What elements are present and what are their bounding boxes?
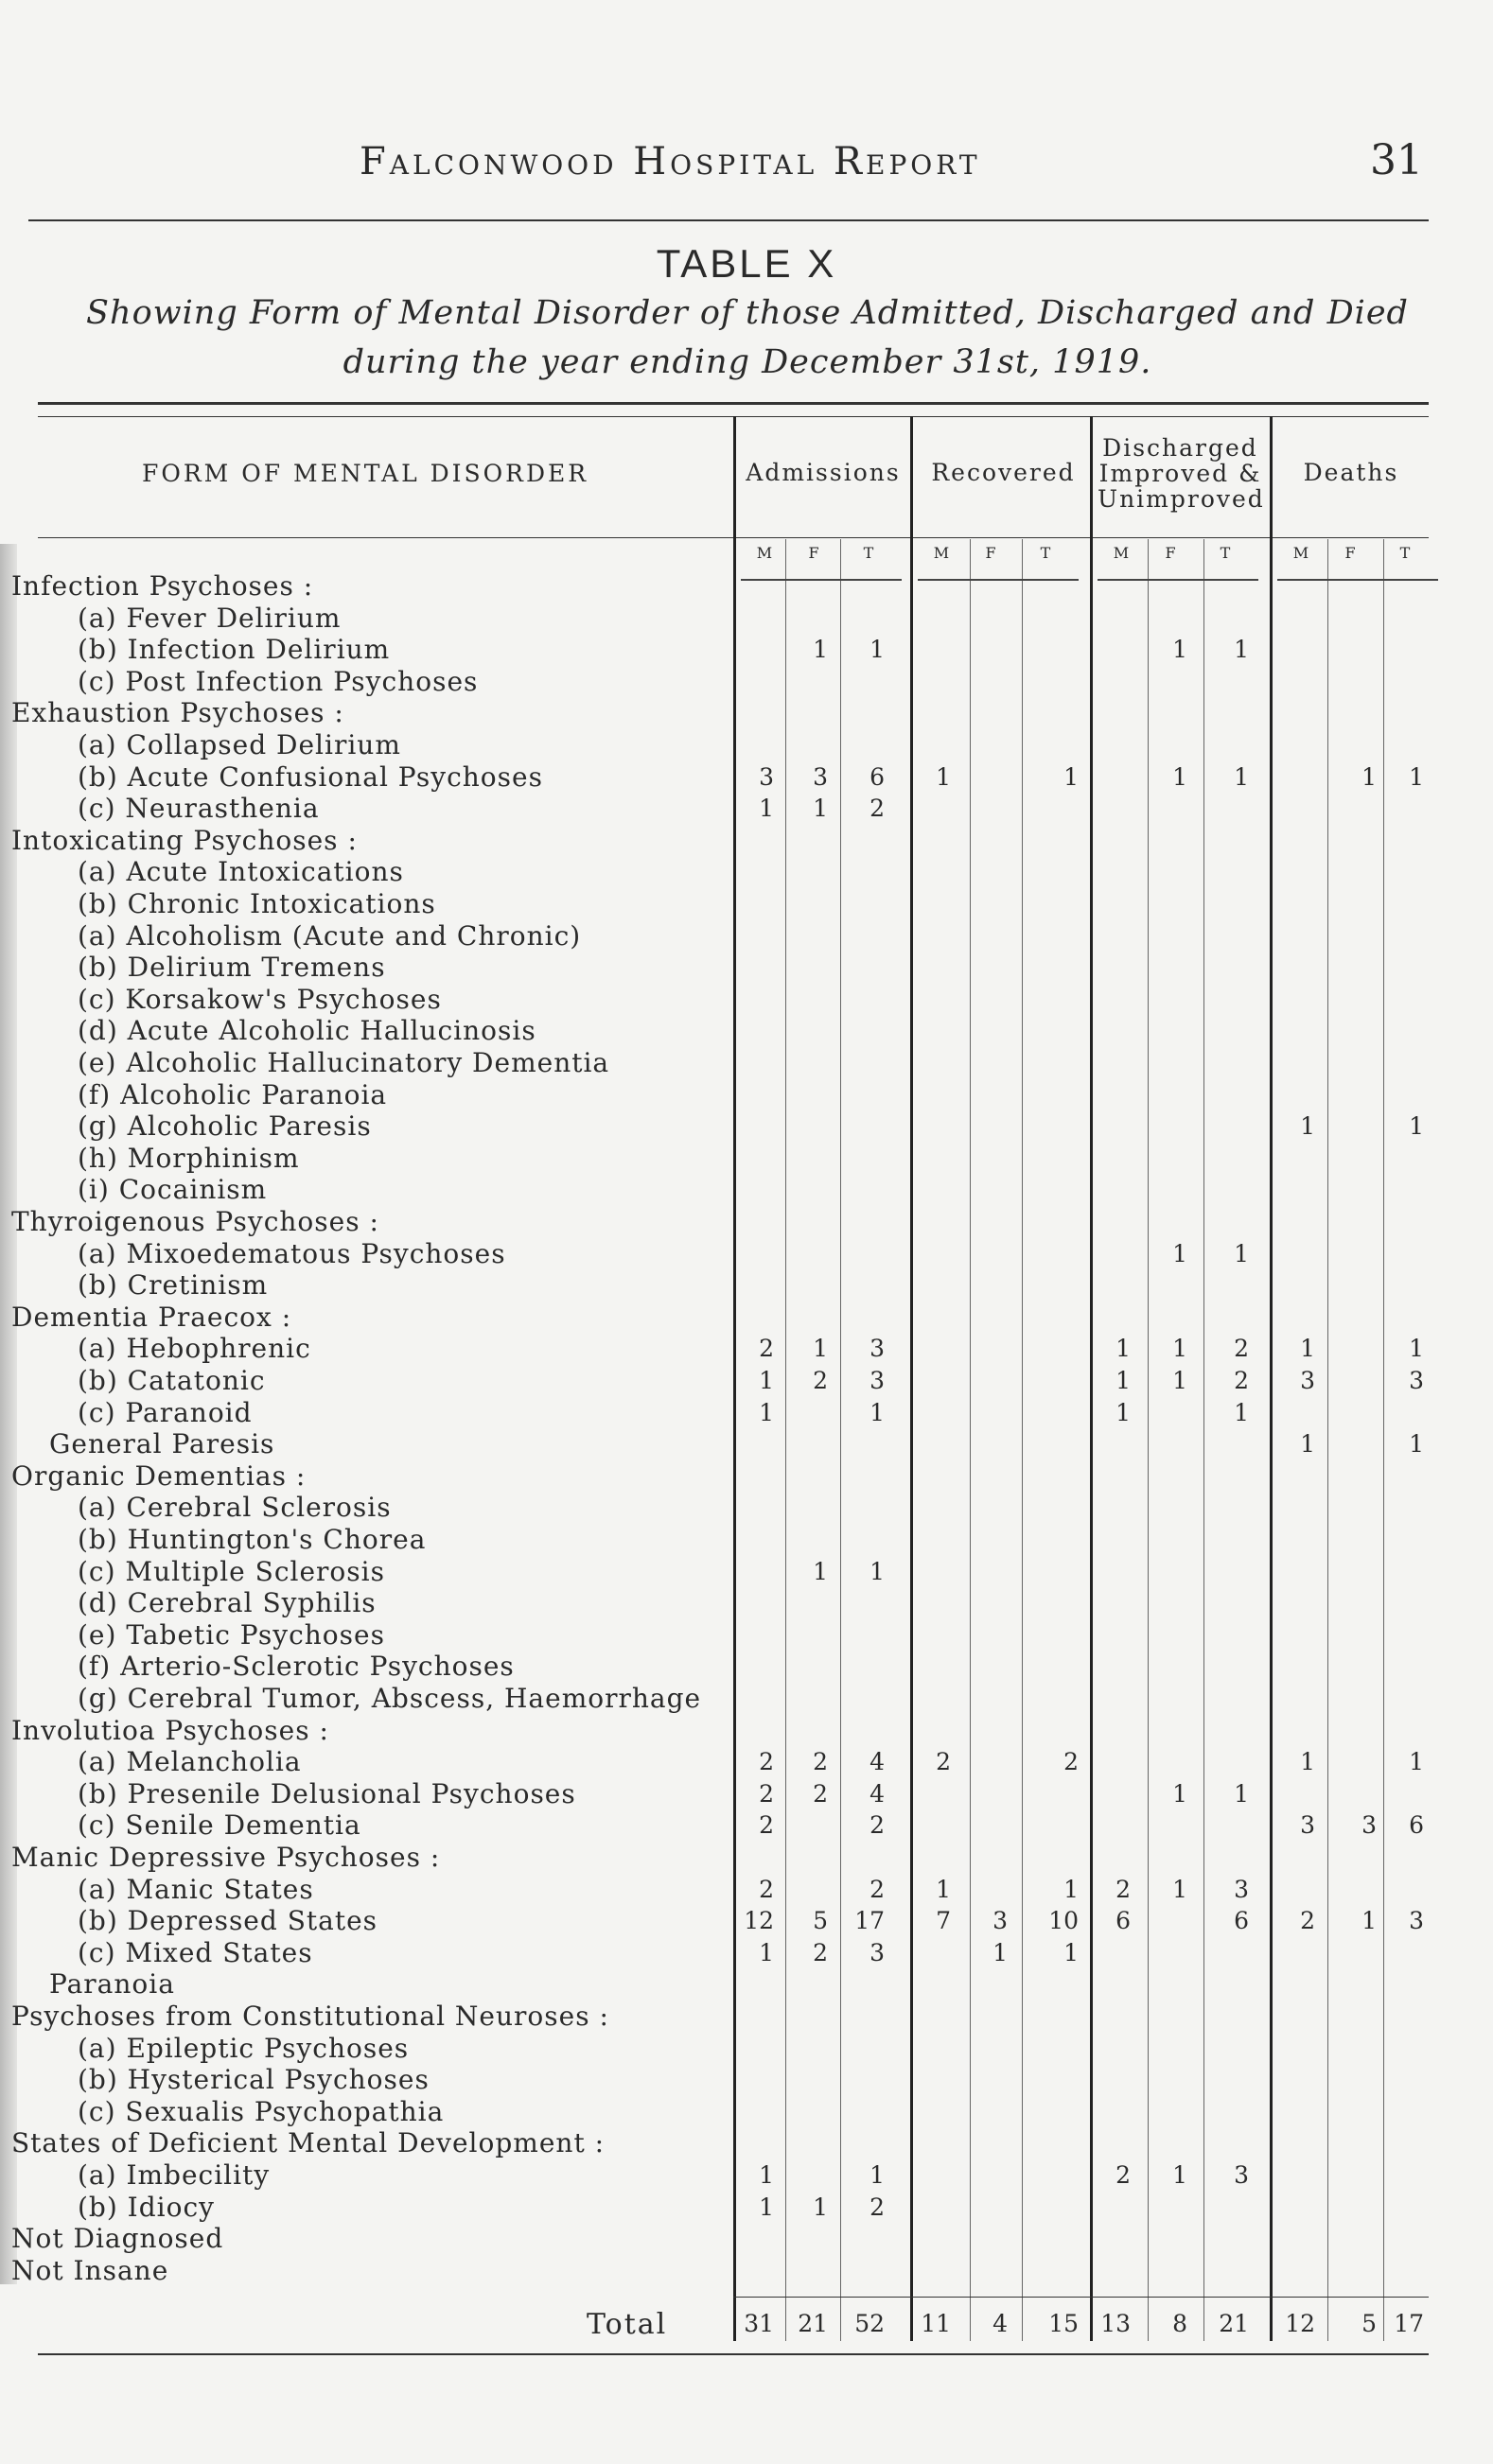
table-cell: 1 (1409, 1335, 1424, 1363)
row-label: Intoxicating Psychoses : (11, 824, 358, 856)
sub-header-dash (1277, 579, 1438, 581)
table-cell: 1 (936, 1875, 951, 1903)
table-cell: 1 (1115, 1335, 1131, 1363)
table-cell: 4 (869, 1748, 885, 1776)
table-cell: 3 (1300, 1367, 1315, 1394)
row-label: (d) Acute Alcoholic Hallucinosis (78, 1015, 536, 1047)
sub-header-t: T (1040, 544, 1051, 562)
row-label: (i) Cocainism (78, 1174, 268, 1206)
table-cell: 4 (869, 1779, 885, 1808)
table-cell: 1 (759, 1367, 774, 1394)
table-cell: 1 (759, 2161, 774, 2189)
table-cell: 1 (813, 636, 828, 664)
deaths-left-rule (1270, 416, 1273, 2341)
row-label: (e) Alcoholic Hallucinatory Dementia (78, 1047, 610, 1078)
table-cell: 2 (813, 1748, 828, 1776)
table-cell: 10 (1048, 1907, 1079, 1935)
table-cell: 2 (1234, 1335, 1249, 1363)
recovered-left-rule (910, 416, 913, 2341)
table-cell: 7 (936, 1907, 951, 1935)
sub-header-dash (741, 579, 902, 581)
sub-column-rule (840, 539, 841, 2341)
sub-header-t: T (1399, 544, 1411, 562)
row-label: (a) Manic States (78, 1873, 314, 1905)
table-cell: 2 (1063, 1748, 1079, 1776)
subtitle-line-2: during the year ending December 31st, 1919. (343, 343, 1152, 381)
table-cell: 6 (1234, 1907, 1249, 1935)
row-label: (b) Infection Delirium (78, 634, 391, 666)
row-label: (c) Senile Dementia (78, 1809, 361, 1842)
row-label: (b) Idiocy (78, 2191, 215, 2223)
table-cell: 2 (813, 1938, 828, 1966)
sub-column-rule (1327, 539, 1328, 2341)
table-cell: 1 (1115, 1398, 1131, 1426)
row-label: Not Insane (11, 2254, 169, 2286)
table-cell: 1 (813, 2193, 828, 2221)
sub-column-rule (785, 539, 786, 2341)
table-cell: 2 (869, 1875, 885, 1903)
table-cell: 1 (1409, 1748, 1424, 1776)
table-cell: 1 (1172, 1779, 1187, 1808)
table-cell: 2 (759, 1875, 774, 1903)
table-cell: 1 (1300, 1430, 1315, 1459)
table-cell: 3 (813, 762, 828, 791)
total-cell: 4 (992, 2310, 1008, 2337)
table-cell: 1 (1172, 1239, 1187, 1267)
sub-header-m: M (756, 544, 773, 562)
row-label: Thyroigenous Psychoses : (11, 1206, 379, 1237)
sub-header-t: T (1220, 544, 1231, 562)
table-cell: 1 (1063, 762, 1079, 791)
admissions-header: Admissions (746, 459, 901, 486)
table-cell: 1 (1172, 1875, 1187, 1903)
table-cell: 1 (1409, 1430, 1424, 1459)
sub-column-rule (1383, 539, 1384, 2341)
sub-column-rule (970, 539, 971, 2341)
table-cell: 5 (813, 1907, 828, 1935)
sub-column-rule (1022, 539, 1023, 2341)
table-cell: 1 (1234, 1398, 1249, 1426)
table-cell: 2 (936, 1748, 951, 1776)
total-label: Total (587, 2308, 668, 2341)
row-label: (b) Delirium Tremens (78, 952, 386, 984)
row-label: States of Deficient Mental Development : (11, 2127, 606, 2159)
total-cell: 8 (1172, 2310, 1187, 2337)
table-cell: 1 (936, 762, 951, 791)
table-cell: 1 (869, 1398, 885, 1426)
table-cell: 3 (1300, 1811, 1315, 1840)
total-cell: 21 (1219, 2310, 1249, 2337)
row-label: (c) Neurasthenia (78, 793, 320, 825)
recovered-header: Recovered (931, 459, 1076, 486)
total-cell: 12 (1285, 2310, 1315, 2337)
row-label: (b) Huntington's Chorea (78, 1524, 427, 1555)
row-label: (a) Imbecility (78, 2159, 271, 2191)
sub-header-dash (1098, 579, 1258, 581)
row-label: (a) Cerebral Sclerosis (78, 1492, 392, 1524)
table-cell: 3 (869, 1367, 885, 1394)
sub-column-rule (1203, 539, 1204, 2341)
sub-column-rule (1148, 539, 1149, 2341)
table-cell: 1 (1063, 1938, 1079, 1966)
sub-header-m: M (933, 544, 950, 562)
discharged-header: Discharged Improved & Unimproved (1098, 434, 1265, 513)
table-cell: 1 (1234, 762, 1249, 791)
table-cell: 17 (854, 1907, 885, 1935)
table-cell: 3 (992, 1907, 1008, 1935)
table-cell: 1 (759, 1938, 774, 1966)
page-number: 31 (1370, 136, 1423, 184)
row-label: (g) Alcoholic Paresis (78, 1110, 372, 1143)
row-label: (a) Melancholia (78, 1746, 302, 1778)
table-cell: 1 (813, 1335, 828, 1363)
form-column-header: FORM OF MENTAL DISORDER (142, 460, 589, 487)
table-cell: 2 (1115, 1875, 1131, 1903)
table-cell: 1 (1234, 636, 1249, 664)
row-label: (c) Korsakow's Psychoses (78, 983, 442, 1015)
total-cell: 52 (854, 2310, 885, 2337)
table-cell: 6 (1115, 1907, 1131, 1935)
table-cell: 1 (869, 636, 885, 664)
row-label: (b) Depressed States (78, 1905, 378, 1937)
table-cell: 1 (1300, 1335, 1315, 1363)
table-cell: 2 (759, 1335, 774, 1363)
table-cell: 3 (1234, 2161, 1249, 2189)
table-cell: 2 (1115, 2161, 1131, 2189)
table-cell: 1 (1409, 1112, 1424, 1141)
table-cell: 1 (759, 2193, 774, 2221)
table-cell: 1 (1172, 2161, 1187, 2189)
table-cell: 3 (759, 762, 774, 791)
table-cell: 1 (869, 1557, 885, 1585)
total-cell: 17 (1394, 2310, 1424, 2337)
table-cell: 1 (813, 795, 828, 823)
table-cell: 1 (1300, 1748, 1315, 1776)
table-cell: 1 (992, 1938, 1008, 1966)
sub-header-t: T (863, 544, 874, 562)
table-cell: 1 (759, 1398, 774, 1426)
table-cell: 2 (869, 795, 885, 823)
row-label: Psychoses from Constitutional Neuroses : (11, 2001, 609, 2032)
row-label: (a) Acute Intoxications (78, 856, 404, 888)
table-cell: 1 (1361, 762, 1377, 791)
table-cell: 3 (1234, 1875, 1249, 1903)
sub-header-m: M (1113, 544, 1130, 562)
table-cell: 1 (1172, 762, 1187, 791)
sub-header-f: F (1344, 544, 1356, 562)
sub-header-f: F (808, 544, 819, 562)
table-cell: 3 (1361, 1811, 1377, 1840)
table-cell: 1 (813, 1557, 828, 1585)
table-cell: 2 (1234, 1367, 1249, 1394)
row-label: (a) Hebophrenic (78, 1333, 311, 1365)
row-label: (a) Collapsed Delirium (78, 729, 401, 760)
row-label: (b) Presenile Delusional Psychoses (78, 1777, 576, 1809)
row-label: (a) Epileptic Psychoses (78, 2032, 410, 2064)
table-cell: 1 (1115, 1367, 1131, 1394)
row-label: Exhaustion Psychoses : (11, 697, 344, 729)
row-label: General Paresis (49, 1428, 275, 1460)
table-cell: 2 (813, 1779, 828, 1808)
table-cell: 3 (1409, 1907, 1424, 1935)
total-cell: 11 (921, 2310, 951, 2337)
table-cell: 1 (1409, 762, 1424, 791)
table-cell: 3 (869, 1335, 885, 1363)
row-label: (b) Hysterical Psychoses (78, 2064, 430, 2096)
table-cell: 2 (759, 1779, 774, 1808)
row-label: Dementia Praecox : (11, 1301, 292, 1333)
table-cell: 2 (759, 1748, 774, 1776)
sub-header-dash (918, 579, 1079, 581)
table-cell: 1 (759, 795, 774, 823)
deaths-header: Deaths (1303, 459, 1399, 486)
row-label: (c) Multiple Sclerosis (78, 1555, 385, 1587)
table-cell: 12 (744, 1907, 774, 1935)
row-label: (c) Paranoid (78, 1396, 253, 1428)
row-label: (c) Mixed States (78, 1936, 313, 1968)
row-label: (f) Arterio-Sclerotic Psychoses (78, 1651, 515, 1683)
total-cell: 21 (798, 2310, 828, 2337)
subtitle-line-1: Showing Form of Mental Disorder of those Admitted, Discharged and Died (86, 294, 1409, 332)
table-cell: 2 (869, 1811, 885, 1840)
table-cell: 1 (1172, 1335, 1187, 1363)
sub-header-f: F (1165, 544, 1176, 562)
table-cell: 1 (1234, 1779, 1249, 1808)
row-label: Organic Dementias : (11, 1459, 307, 1492)
table-cell: 1 (1172, 1367, 1187, 1394)
row-label: Not Diagnosed (11, 2223, 224, 2255)
sub-header-m: M (1292, 544, 1309, 562)
table-cell: 1 (1300, 1112, 1315, 1141)
row-label: (b) Catatonic (78, 1365, 266, 1396)
sub-header-f: F (985, 544, 996, 562)
total-rule (733, 2297, 1429, 2298)
row-label: (h) Morphinism (78, 1142, 300, 1174)
table-cell: 2 (813, 1367, 828, 1394)
table-cell: 2 (869, 2193, 885, 2221)
table-cell: 2 (759, 1811, 774, 1840)
table-title: TABLE X (656, 241, 837, 286)
table-top-rule (38, 402, 1429, 405)
row-label: (b) Acute Confusional Psychoses (78, 760, 543, 793)
row-label: (f) Alcoholic Paranoia (78, 1078, 388, 1110)
table-cell: 1 (1361, 1907, 1377, 1935)
table-cell: 1 (1063, 1875, 1079, 1903)
row-label: (c) Sexualis Psychopathia (78, 2095, 445, 2127)
row-label: (a) Alcoholism (Acute and Chronic) (78, 919, 582, 952)
table-cell: 1 (869, 2161, 885, 2189)
header-rule (28, 219, 1429, 221)
table-cell: 6 (1409, 1811, 1424, 1840)
total-cell: 15 (1048, 2310, 1079, 2337)
table-subtitle (57, 288, 1438, 387)
row-label: Paranoia (49, 1968, 175, 2001)
row-label: Infection Psychoses : (11, 570, 314, 602)
row-label: Involutioa Psychoses : (11, 1714, 329, 1746)
row-label: (g) Cerebral Tumor, Abscess, Haemorrhage (78, 1683, 702, 1714)
row-label: (d) Cerebral Syphilis (78, 1587, 377, 1619)
row-label: (b) Chronic Intoxications (78, 888, 436, 919)
row-label: (b) Cretinism (78, 1269, 269, 1302)
table-cell: 6 (869, 762, 885, 791)
row-label: (a) Fever Delirium (78, 602, 342, 634)
table-cell: 3 (1409, 1367, 1424, 1394)
row-label: Manic Depressive Psychoses : (11, 1842, 441, 1873)
total-cell: 13 (1100, 2310, 1131, 2337)
total-cell: 31 (744, 2310, 774, 2337)
table-bottom-rule (38, 2353, 1429, 2355)
row-label: (a) Mixoedematous Psychoses (78, 1237, 506, 1269)
table-cell: 1 (1172, 636, 1187, 664)
running-title: Falconwood Hospital Report (360, 140, 981, 183)
total-cell: 5 (1361, 2310, 1377, 2337)
table-cell: 2 (1300, 1907, 1315, 1935)
table-cell: 3 (869, 1938, 885, 1966)
table-cell: 1 (1234, 1239, 1249, 1267)
row-label: (e) Tabetic Psychoses (78, 1618, 385, 1651)
row-label: (c) Post Infection Psychoses (78, 665, 479, 697)
